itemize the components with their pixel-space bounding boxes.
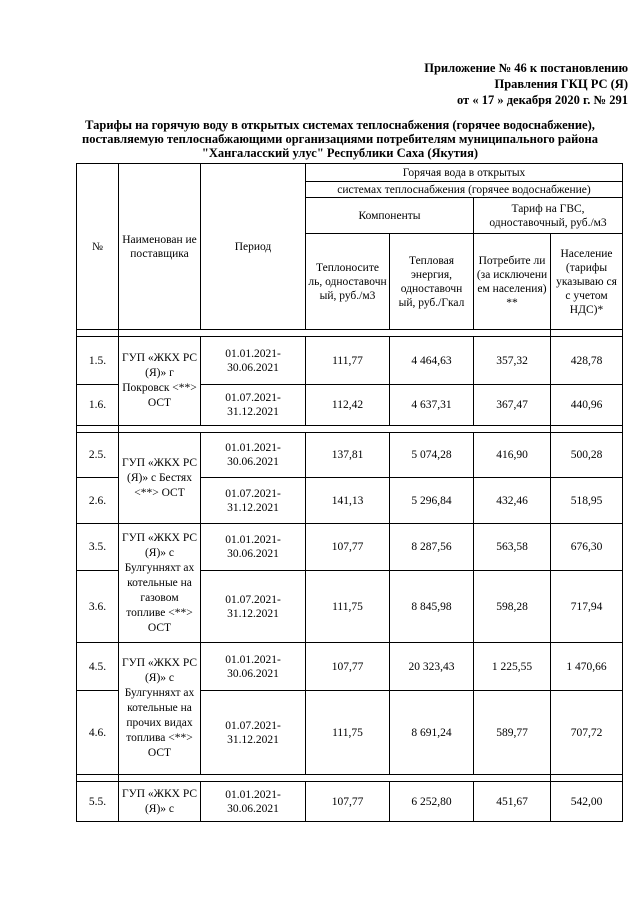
row-period: 01.01.2021- 30.06.2021 bbox=[201, 782, 306, 822]
row-period: 01.07.2021- 31.12.2021 bbox=[201, 571, 306, 643]
row-num: 1.6. bbox=[77, 385, 119, 426]
table-row bbox=[77, 337, 623, 385]
row-gap bbox=[77, 330, 623, 337]
row-population: 518,95 bbox=[551, 478, 623, 524]
title-line-2: поставляемую теплоснабжающими организациями потребителям муниципального района bbox=[82, 132, 598, 146]
row-num: 2.5. bbox=[77, 433, 119, 478]
title-line-3: "Хангаласский улус" Республики Саха (Якутия) bbox=[201, 146, 479, 160]
row-population: 676,30 bbox=[551, 524, 623, 571]
row-energy: 8 691,24 bbox=[390, 691, 474, 775]
row-population: 1 470,66 bbox=[551, 643, 623, 691]
row-energy: 4 637,31 bbox=[390, 385, 474, 426]
header-carrier: Теплоносите ль, одноставочн ый, руб./м3 bbox=[306, 234, 390, 330]
row-energy: 20 323,43 bbox=[390, 643, 474, 691]
header-population: Население (тарифы указываю ся с учетом НДС)* bbox=[551, 234, 623, 330]
row-num: 4.5. bbox=[77, 643, 119, 691]
header-tariff-gvs: Тариф на ГВС, одноставочный, руб./м3 bbox=[474, 198, 623, 234]
row-energy: 5 296,84 bbox=[390, 478, 474, 524]
table-row bbox=[77, 782, 623, 822]
table-row bbox=[77, 524, 623, 571]
row-consumers: 563,58 bbox=[474, 524, 551, 571]
row-num: 4.6. bbox=[77, 691, 119, 775]
row-carrier: 141,13 bbox=[306, 478, 390, 524]
row-energy: 4 464,63 bbox=[390, 337, 474, 385]
row-energy: 5 074,28 bbox=[390, 433, 474, 478]
row-supplier: ГУП «ЖКХ РС (Я)» с Бестях <**> ОСТ bbox=[119, 433, 201, 524]
header-supplier: Наименован ие поставщика bbox=[119, 164, 201, 330]
row-consumers: 589,77 bbox=[474, 691, 551, 775]
row-period: 01.01.2021- 30.06.2021 bbox=[201, 433, 306, 478]
row-carrier: 112,42 bbox=[306, 385, 390, 426]
table-row bbox=[77, 433, 623, 478]
row-energy: 8 287,56 bbox=[390, 524, 474, 571]
appendix-header bbox=[298, 60, 628, 108]
row-num: 3.6. bbox=[77, 571, 119, 643]
row-carrier: 111,75 bbox=[306, 571, 390, 643]
table-row bbox=[77, 643, 623, 691]
row-num: 3.5. bbox=[77, 524, 119, 571]
header-consumers: Потребите ли (за исключени ем населения) ** bbox=[474, 234, 551, 330]
row-consumers: 451,67 bbox=[474, 782, 551, 822]
row-carrier: 107,77 bbox=[306, 782, 390, 822]
row-carrier: 137,81 bbox=[306, 433, 390, 478]
row-energy: 6 252,80 bbox=[390, 782, 474, 822]
appendix-line-1: Приложение № 46 к постановлению bbox=[424, 61, 628, 75]
row-carrier: 111,75 bbox=[306, 691, 390, 775]
row-consumers: 1 225,55 bbox=[474, 643, 551, 691]
row-population: 707,72 bbox=[551, 691, 623, 775]
header-period: Период bbox=[201, 164, 306, 330]
header-energy: Тепловая энергия, одноставочн ый, руб./Гкал bbox=[390, 234, 474, 330]
row-period: 01.07.2021- 31.12.2021 bbox=[201, 385, 306, 426]
row-population: 500,28 bbox=[551, 433, 623, 478]
header-components: Компоненты bbox=[306, 198, 474, 234]
header-num: № bbox=[77, 164, 119, 330]
row-num: 1.5. bbox=[77, 337, 119, 385]
row-consumers: 432,46 bbox=[474, 478, 551, 524]
document-title bbox=[60, 118, 620, 160]
row-period: 01.07.2021- 31.12.2021 bbox=[201, 691, 306, 775]
row-supplier: ГУП «ЖКХ РС (Я)» с Булгунняхт ах котельные на прочих видах топлива <**> ОСТ bbox=[119, 643, 201, 775]
row-consumers: 367,47 bbox=[474, 385, 551, 426]
appendix-line-2: Правления ГКЦ РС (Я) bbox=[494, 77, 628, 91]
tariff-table bbox=[76, 163, 623, 822]
row-carrier: 111,77 bbox=[306, 337, 390, 385]
header-hot-water: Горячая вода в открытых bbox=[306, 164, 623, 182]
row-population: 428,78 bbox=[551, 337, 623, 385]
row-num: 2.6. bbox=[77, 478, 119, 524]
row-supplier: ГУП «ЖКХ РС (Я)» г Покровск <**> ОСТ bbox=[119, 337, 201, 426]
row-energy: 8 845,98 bbox=[390, 571, 474, 643]
row-consumers: 357,32 bbox=[474, 337, 551, 385]
row-consumers: 416,90 bbox=[474, 433, 551, 478]
title-line-1: Тарифы на горячую воду в открытых системах теплоснабжения (горячее водоснабжение), bbox=[85, 118, 595, 132]
appendix-line-3: от « 17 » декабря 2020 г. № 291 bbox=[456, 93, 628, 107]
row-period: 01.01.2021- 30.06.2021 bbox=[201, 337, 306, 385]
row-period: 01.07.2021- 31.12.2021 bbox=[201, 478, 306, 524]
row-consumers: 598,28 bbox=[474, 571, 551, 643]
row-period: 01.01.2021- 30.06.2021 bbox=[201, 524, 306, 571]
row-population: 717,94 bbox=[551, 571, 623, 643]
header-systems: системах теплоснабжения (горячее водоснабжение) bbox=[306, 182, 623, 198]
row-population: 440,96 bbox=[551, 385, 623, 426]
row-population: 542,00 bbox=[551, 782, 623, 822]
row-gap bbox=[77, 426, 623, 433]
row-carrier: 107,77 bbox=[306, 643, 390, 691]
row-num: 5.5. bbox=[77, 782, 119, 822]
row-supplier: ГУП «ЖКХ РС (Я)» с Булгунняхт ах котельные на газовом топливе <**> ОСТ bbox=[119, 524, 201, 643]
row-supplier: ГУП «ЖКХ РС (Я)» с bbox=[119, 782, 201, 822]
row-gap bbox=[77, 775, 623, 782]
row-period: 01.01.2021- 30.06.2021 bbox=[201, 643, 306, 691]
row-carrier: 107,77 bbox=[306, 524, 390, 571]
